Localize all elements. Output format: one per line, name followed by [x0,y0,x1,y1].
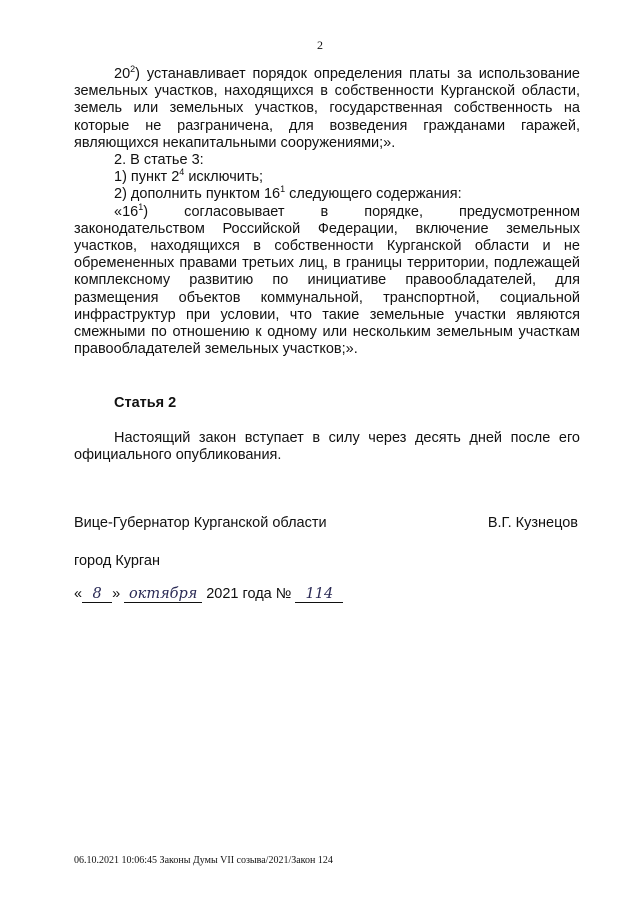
page-number: 2 [317,38,323,52]
handwritten-law-number: 114 [295,586,343,603]
item-1-superscript: 4 [179,167,185,178]
point-16-number: «16 [114,203,139,220]
item-1-rest: исключить; [184,169,264,186]
article-body [74,430,580,464]
paragraph-item-2 [74,186,580,203]
point-superscript: 2 [130,64,136,75]
paragraph-point-16-1 [74,201,580,359]
paragraph-item-1 [74,169,580,186]
point-16-text: ) согласовывает в порядке, предусмотренном законодательством Российской Федерации, включение земельных участков, находящихся в собственности Курганской области и не обремененных правами третьих лиц, в границы территории, подлежащей комплексному развитию по инициативе правообладателей, для размещения объектов коммунальной, транспортной, социальной инфраструктур при условии, что такие земельные участки являются смежными по отношению к одному или нескольким земельным участкам правообладателей земельных участков;». [74,203,580,358]
city-line: город Курган [74,553,160,569]
point-number: 20 [114,66,131,82]
point-16-superscript: 1 [138,201,144,212]
item-2-text: 2) дополнить пунктом 16 [114,186,281,203]
date-close-quote: » [112,586,121,602]
amendment-text [74,66,580,358]
article-heading: Статья 2 [114,395,177,411]
item-2-rest: следующего содержания: [285,186,462,203]
handwritten-day: 8 [82,586,112,603]
signatory-title: Вице-Губернатор Курганской области [74,515,327,531]
date-year-text: 2021 года № [206,586,292,602]
article-paragraph: Настоящий закон вступает в силу через десять дней после его официального опубликования. [74,430,580,464]
footer-stamp: 06.10.2021 10:06:45 Законы Думы VII созыва/2021/Закон 124 [74,855,333,866]
date-line [74,586,343,603]
paragraph-point-20-2 [74,66,580,152]
date-open-quote: « [74,586,83,602]
paragraph-article-3: 2. В статье 3: [114,152,204,169]
item-2-superscript: 1 [280,184,286,195]
handwritten-month: октября [124,586,202,603]
signatory-name: В.Г. Кузнецов [487,515,578,531]
point-text: ) устанавливает порядок определения платы за использование земельных участков, находящихся в собственности Курганской области, земель или земельных участков, государственная собственность на которые не разграничена, для возведения гражданами гаражей, являющихся некапитальными сооружениями;». [74,66,580,151]
item-1-text: 1) пункт 2 [114,169,180,186]
